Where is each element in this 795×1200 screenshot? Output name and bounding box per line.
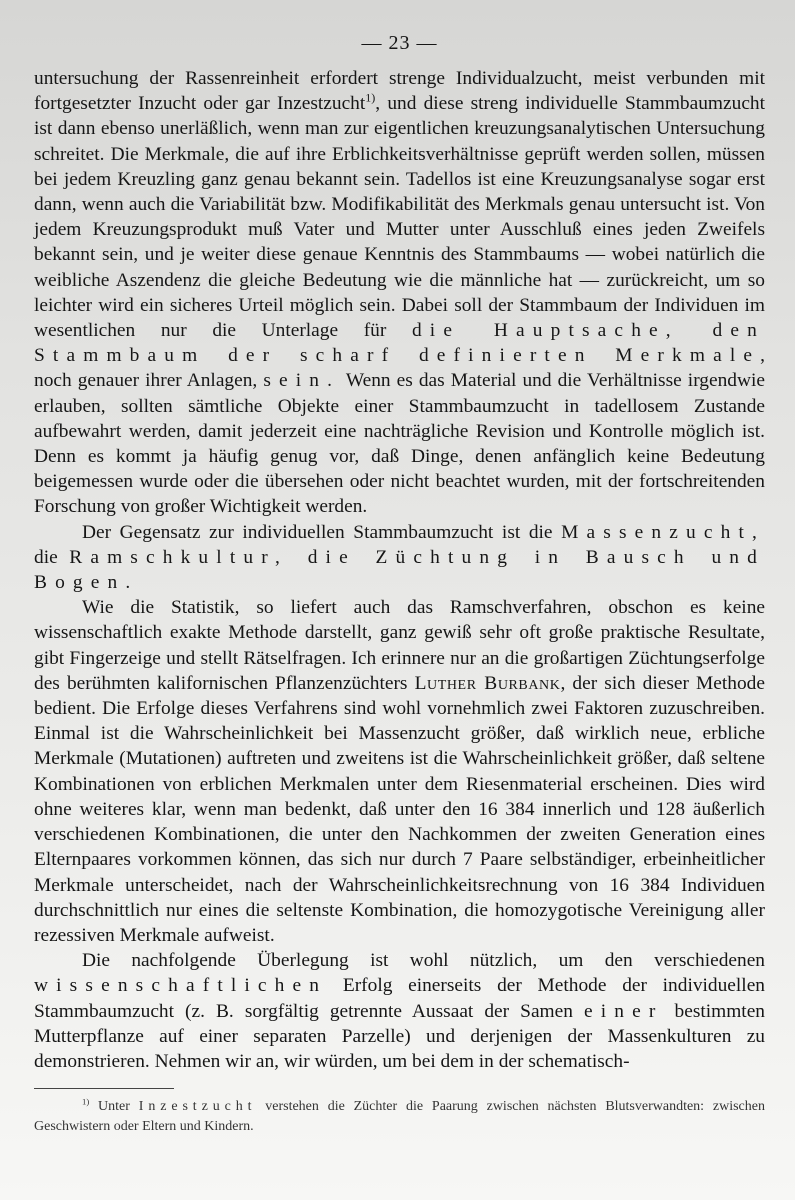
paragraph-4-text-c: bestimmten Mutterpflanze auf einer separaten Parzelle) und derjenigen der Massenkulturen zu demonstrieren. Nehmen wir an, wir würden, um bei dem in der schematisch- [34, 1000, 766, 1072]
footnote-divider [34, 1088, 174, 1089]
footnote-text-a: Unter [89, 1099, 139, 1115]
paragraph-3 [34, 595, 765, 948]
footnote [34, 1097, 765, 1137]
footnote-text-b: verstehen die Züchter die Paarung zwischen nächsten Blutsverwandten: zwischen Geschwistern oder Eltern und Kindern. [34, 1099, 765, 1135]
spaced-emphasis-hauptsache: die Hauptsache, den Stammbaum der scharf definierten Merkmale [34, 320, 765, 367]
paragraph-1-text-a: untersuchung der Rassenreinheit erfordert strenge Individualzucht, meist verbunden mit fortgesetzter Inzucht oder gar Inzestzucht [34, 68, 765, 115]
paragraph-3-text-a: Wie die Statistik, so liefert auch das Ramschverfahren, obschon es keine wissenschaftlich exakte Methode darstellt, ganz gewiß sehr oft große praktische Resultate, gibt Fingerzeige und stellt Rätselfragen. Ich erinnere nur an die großartigen Züchtungserfolge des berühmten kalifornischen Pflanzenzüchters [34, 597, 765, 694]
paragraph-3-text-b: , der sich dieser Methode bedient. Die Erfolge dieses Verfahrens sind wohl vornehmlich zwei Faktoren zuzuschreiben. Einmal ist die Wahrscheinlichkeit bei Massenzucht größer, daß wirklich neue, erbliche Merkmale (Mutationen) auftreten und zweitens ist die Wahrscheinlichkeit größer, daß seltene Kombinationen von erblichen Merkmalen unter dem Riesenmaterial erscheinen. Dies wird ohne weiteres klar, wenn man bedenkt, daß unter den 16 384 innerlich und 128 äußerlich verschiedenen Kombinationen, die unter den Nachkommen der zweiten Generation eines Elternpaares vorkommen können, das sich nur durch 7 Paare selbständiger, erbeinheitlicher Merkmale unterscheidet, nach der Wahrscheinlichkeitsrechnung von 16 384 Individuen durchschnittlich nur eines die seltenste Kombination, die homozygotische Vereinigung aller rezessiven Merkmale aufweist. [34, 672, 765, 946]
paragraph-2-text-b: die [34, 546, 70, 568]
paragraph-2 [34, 520, 765, 596]
spaced-emphasis-sein: sein. [263, 370, 341, 392]
paragraph-1 [34, 66, 765, 520]
paragraph-1-text-c: , noch genauer ihrer Anlagen, [34, 345, 765, 392]
spaced-emphasis-ramschkultur: Ramschkultur, die Züchtung in Bausch und Bogen. [34, 546, 765, 594]
paragraph-4-text-a: Die nachfolgende Überlegung ist wohl nützlich, um den verschiedenen [82, 950, 765, 972]
footnote-spaced-emphasis: Inzestzucht [138, 1099, 257, 1115]
small-caps-name: Luther Burbank [414, 672, 561, 694]
paragraph-4-text-b: Erfolg einerseits der Methode der individuellen Stammbaumzucht (z. B. sorgfältig getrennte Aussaat der Samen [34, 975, 765, 1022]
body-text [34, 66, 765, 1074]
paragraph-4 [34, 948, 765, 1074]
paragraph-1-text-d: Wenn es das Material und die Verhältnisse irgendwie erlauben, sollten sämtliche Objekte einer Stammbaumzucht in tadellosem Zustande aufbewahrt werden, damit jederzeit eine nachträgliche Revision und Kontrolle möglich ist. Denn es kommt ja häufig genug vor, daß Dinge, denen anfänglich keine Bedeutung beigemessen wurde oder die übersehen oder nicht beachtet wurden, mit der fortschreitenden Forschung von großer Wichtigkeit werden. [34, 370, 765, 518]
spaced-emphasis-massenzucht: Massenzucht, [561, 521, 765, 543]
paragraph-2-text-a: Der Gegensatz zur individuellen Stammbaumzucht ist die [82, 521, 562, 543]
paragraph-1-text-b: , und diese streng individuelle Stammbaumzucht ist dann ebenso unerläßlich, wenn man zur eigentlichen kreuzungsanalytischen Untersuchung schreitet. Die Merkmale, die auf ihre Erblichkeitsverhältnisse geprüft werden sollen, müssen bei jedem Kreuzling ganz genau bekannt sein. Tadellos ist eine Kreuzungsanalyse sogar erst dann, wenn auch die Variabilität bzw. Modifikabilität des Merkmals genau untersucht ist. Von jedem Kreuzungsprodukt muß Vater und Mutter unter Ausschluß eines jeden Zweifels bekannt sein, und je weiter diese genaue Kenntnis des Stammbaums — wobei natürlich die weibliche Aszendenz die gleiche Bedeutung wie die männliche hat — zurückreicht, um so leichter wird ein sicheres Urteil möglich sein. Dabei soll der Stammbaum der Individuen im wesentlichen nur die Unterlage für [34, 93, 766, 342]
footnote-marker: 1) [82, 1096, 90, 1107]
spaced-emphasis-einer: einer [583, 1000, 664, 1022]
page-number: — 23 — [361, 32, 438, 54]
footnote-reference: 1) [365, 90, 376, 105]
spaced-emphasis-wissenschaftlichen: wissenschaftlichen [34, 975, 328, 997]
